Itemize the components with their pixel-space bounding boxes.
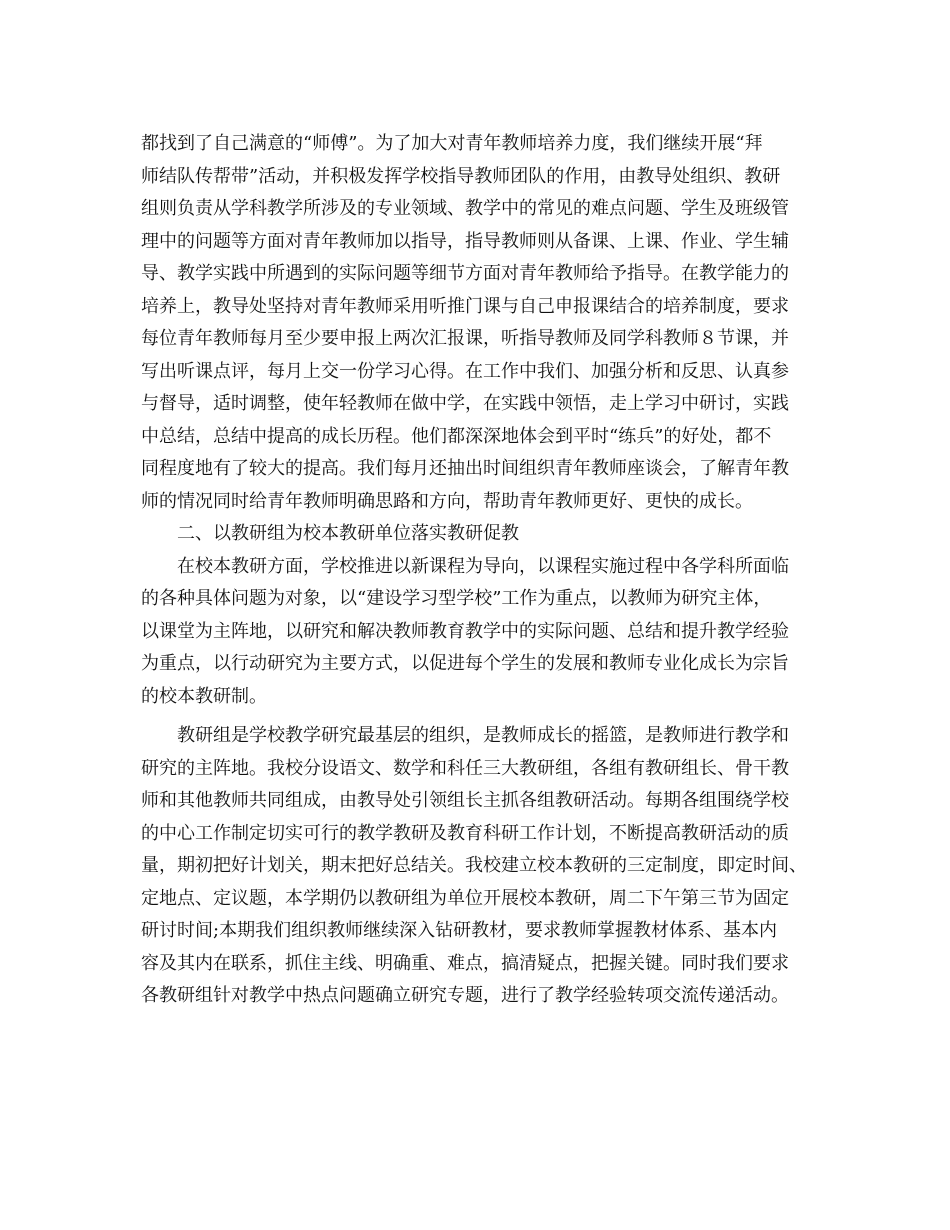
text-line: 定地点、定议题，本学期仍以教研组为单位开展校本教研，周二下午第三节为固定 xyxy=(141,887,789,909)
text-line: 教研组是学校教学研究最基层的组织，是教师成长的摇篮，是教师进行教学和 xyxy=(177,725,789,746)
text-line: 的各种具体问题为对象，以“建设学习型学校”工作为重点，以教师为研究主体， xyxy=(141,588,772,609)
text-line: 都找到了自己满意的“师傅”。为了加大对青年教师培养力度，我们继续开展“拜 xyxy=(141,133,763,154)
text-line: 每位青年教师每月至少要申报上两次汇报课，听指导教师及同学科教师８节课，并 xyxy=(141,328,789,349)
body-text xyxy=(141,128,821,1013)
text-line: 同程度地有了较大的提高。我们每月还抽出时间组织青年教师座谈会，了解青年教 xyxy=(141,458,789,479)
text-line: 在校本教研方面，学校推进以新课程为导向，以课程实施过程中各学科所面临 xyxy=(177,555,789,577)
text-line: 研讨时间;本期我们组织教师继续深入钻研教材，要求教师掌握教材体系、基本内 xyxy=(141,920,778,941)
text-line: 师和其他教师共同组成，由教导处引领组长主抓各组教研活动。每期各组围绕学校 xyxy=(141,790,789,811)
text-line: 中总结，总结中提高的成长历程。他们都深深地体会到平时“练兵”的好处，都不 xyxy=(141,425,772,447)
text-line: 与督导，适时调整，使年轻教师在做中学，在实践中领悟，走上学习中研讨，实践 xyxy=(141,393,789,414)
text-line: 量，期初把好计划关，期末把好总结关。我校建立校本教研的三定制度，即定时间、 xyxy=(141,855,807,876)
text-line: 研究的主阵地。我校分设语文、数学和科任三大教研组，各组有教研组长、骨干教 xyxy=(141,757,789,779)
text-line: 各教研组针对教学中热点问题确立研究专题，进行了教学经验转项交流传递活动。 xyxy=(141,985,789,1006)
text-line: 的中心工作制定切实可行的教学教研及教育科研工作计划，不断提高教研活动的质 xyxy=(141,822,789,844)
text-line: 培养上，教导处坚持对青年教师采用听推门课与自己申报课结合的培养制度，要求 xyxy=(141,295,789,317)
text-line: 写出听课点评，每月上交一份学习心得。在工作中我们、加强分析和反思、认真参 xyxy=(141,360,789,382)
text-line: 师结队传帮带”活动，并积极发挥学校指导教师团队的作用，由教导处组织、教研 xyxy=(141,165,781,187)
text-line: 以课堂为主阵地，以研究和解决教师教育教学中的实际问题、总结和提升教学经验 xyxy=(141,620,789,642)
text-line: 理中的问题等方面对青年教师加以指导，指导教师则从备课、上课、作业、学生辅 xyxy=(141,230,789,252)
text-line: 导、教学实践中所遇到的实际问题等细节方面对青年教师给予指导。在教学能力的 xyxy=(141,263,789,284)
text-line: 为重点，以行动研究为主要方式，以促进每个学生的发展和教师专业化成长为宗旨 xyxy=(141,653,789,674)
paragraph-gap xyxy=(141,713,821,720)
section-heading: 二、以教研组为校本教研单位落实教研促教 xyxy=(177,523,519,544)
text-line: 组则负责从学科教学所涉及的专业领域、教学中的常见的难点问题、学生及班级管 xyxy=(141,198,789,219)
text-line: 师的情况同时给青年教师明确思路和方向，帮助青年教师更好、更快的成长。 xyxy=(141,490,753,512)
text-line: 容及其内在联系，抓住主线、明确重、难点，搞清疑点，把握关键。同时我们要求 xyxy=(141,952,789,974)
text-line: 的校本教研制。 xyxy=(141,685,267,707)
